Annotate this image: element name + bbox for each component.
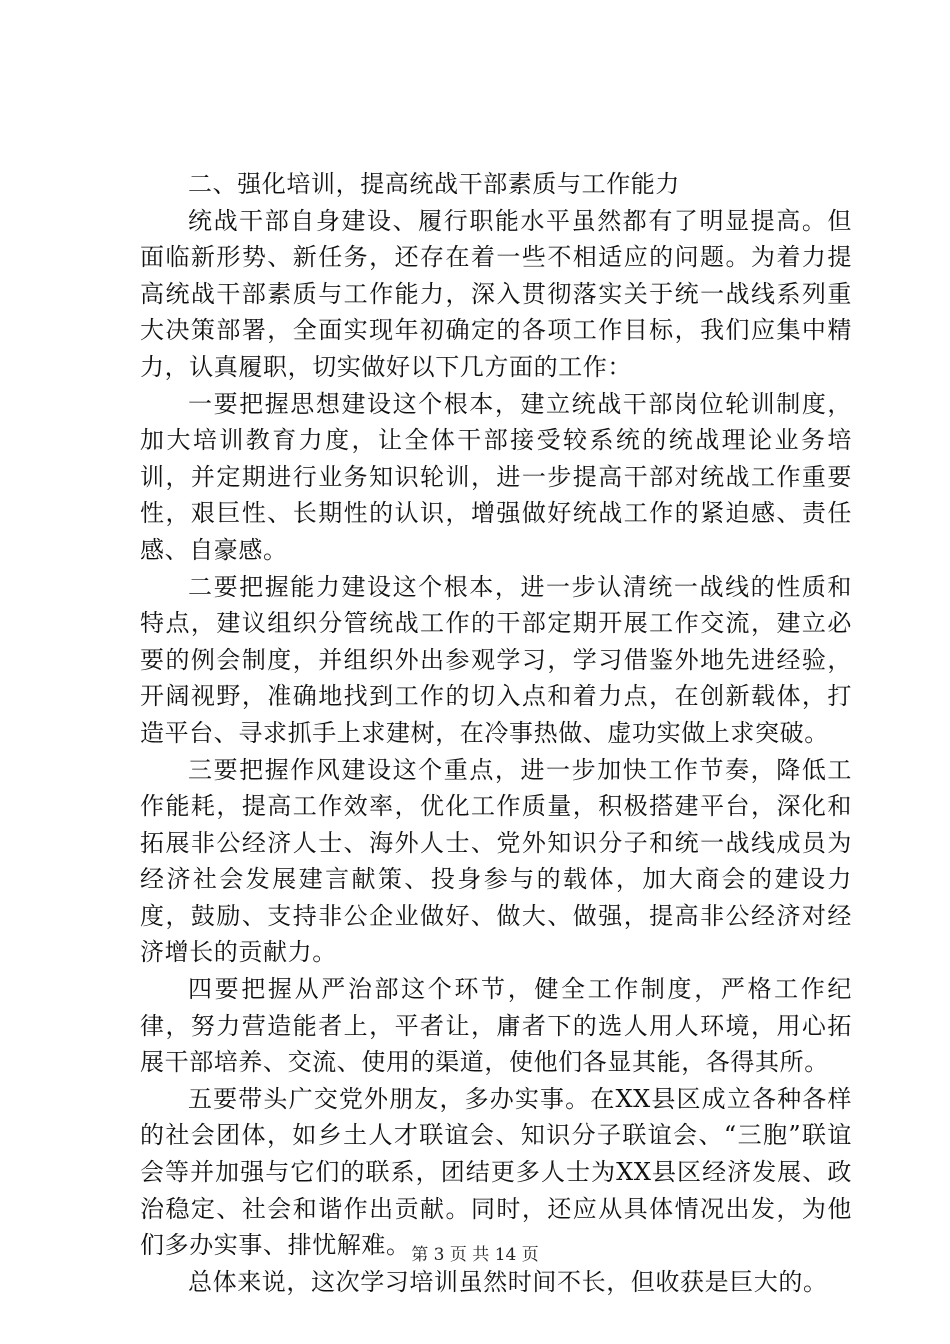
document-body	[140, 166, 852, 1300]
paragraph-intro: 统战干部自身建设、履行职能水平虽然都有了明显提高。但面临新形势、新任务，还存在着一些不相适应的问题。为着力提高统战干部素质与工作能力，深入贯彻落实关于统一战线系列重大决策部署，全面实现年初确定的各项工作目标，我们应集中精力，认真履职，切实做好以下几方面的工作：	[140, 206, 852, 381]
paragraph-item-5: 五要带头广交党外朋友，多办实事。在XX县区成立各种各样的社会团体，如乡土人才联谊会、知识分子联谊会、“三胞”联谊会等并加强与它们的联系，团结更多人士为XX县区经济发展、政治稳定、社会和谐作出贡献。同时，还应从具体情况出发，为他们多办实事、排忧解难。	[140, 1084, 852, 1260]
paragraph-item-1: 一要把握思想建设这个根本，建立统战干部岗位轮训制度，加大培训教育力度，让全体干部接受较系统的统战理论业务培训，并定期进行业务知识轮训，进一步提高干部对统战工作重要性，艰巨性、长期性的认识，增强做好统战工作的紧迫感、责任感、自豪感。	[140, 389, 852, 564]
section-heading: 二、强化培训，提高统战干部素质与工作能力	[188, 170, 680, 198]
paragraph-summary: 总体来说，这次学习培训虽然时间不长，但收获是巨大的。	[188, 1267, 828, 1296]
paragraph-item-3: 三要把握作风建设这个重点，进一步加快工作节奏，降低工作能耗，提高工作效率，优化工作质量，积极搭建平台，深化和拓展非公经济人士、海外人士、党外知识分子和统一战线成员为经济社会发展建言献策、投身参与的载体，加大商会的建设力度，鼓励、支持非公企业做好、做大、做强，提高非公经济对经济增长的贡献力。	[140, 755, 852, 967]
page-number-footer: 第 3 页 共 14 页	[411, 1245, 539, 1265]
paragraph-item-4: 四要把握从严治部这个环节，健全工作制度，严格工作纪律，努力营造能者上，平者让，庸者下的选人用人环境，用心拓展干部培养、交流、使用的渠道，使他们各显其能，各得其所。	[140, 975, 852, 1077]
paragraph-item-2: 二要把握能力建设这个根本，进一步认清统一战线的性质和特点，建议组织分管统战工作的干部定期开展工作交流，建立必要的例会制度，并组织外出参观学习，学习借鉴外地先进经验，开阔视野，准确地找到工作的切入点和着力点，在创新载体，打造平台、寻求抓手上求建树，在冷事热做、虚功实做上求突破。	[140, 572, 852, 747]
